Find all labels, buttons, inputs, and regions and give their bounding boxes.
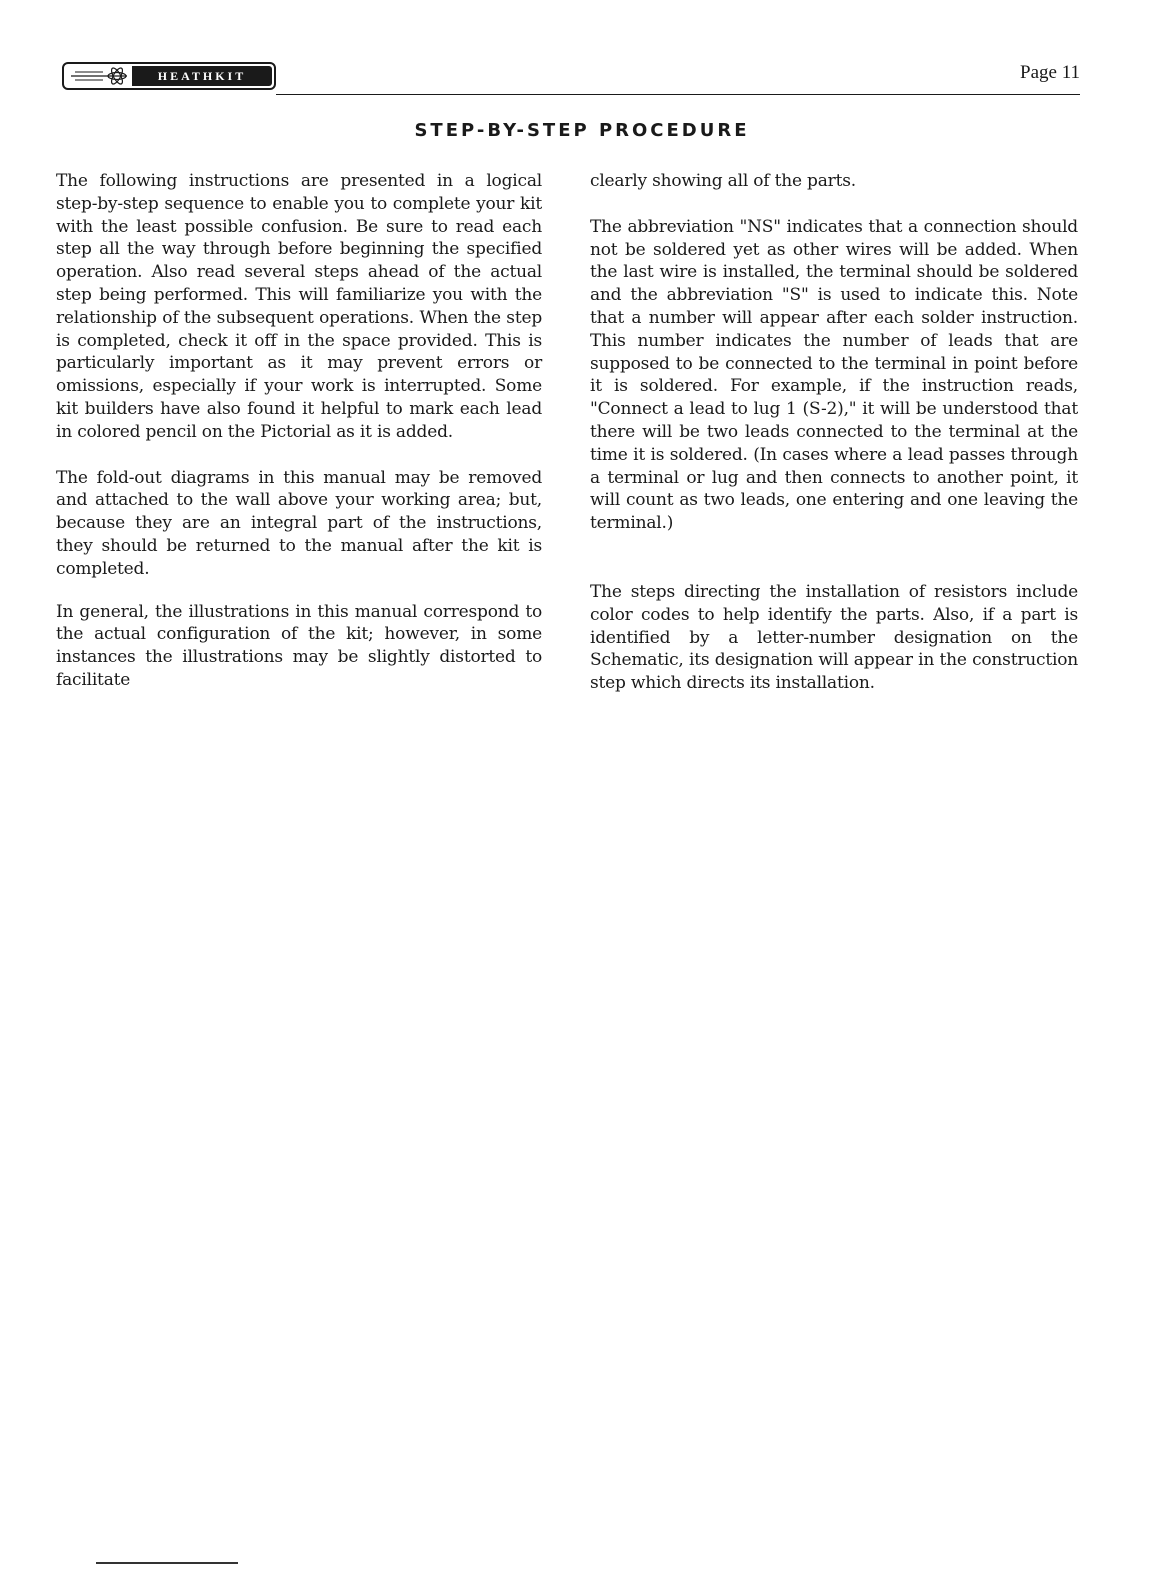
right-column bbox=[590, 170, 1078, 695]
paragraph-continuation: clearly showing all of the parts. bbox=[590, 171, 856, 191]
footer-rule bbox=[96, 1562, 238, 1564]
paragraph-fold-out-diagrams: The fold-out diagrams in this manual may be removed and attached to the wall above your working area; but, because they are an integral part of the instructions, they should be returned to the manual after the kit is completed. bbox=[56, 467, 542, 579]
page-number: Page 11 bbox=[1020, 62, 1080, 83]
header-rule bbox=[276, 94, 1080, 95]
atom-icon bbox=[66, 66, 132, 86]
page-header bbox=[62, 60, 1080, 100]
paragraph-abbreviations: The abbreviation "NS" indicates that a connection should not be soldered yet as other wires will be added. When the last wire is installed, the terminal should be soldered and the abbreviation "S" is used to indicate this. Note that a number will appear after each solder instruction. This number indicates the number of leads that are supposed to be connected to the terminal in point before it is soldered. For example, if the instruction reads, "Connect a lead to lug 1 (S-2)," it will be understood that there will be two leads connected to the terminal at the time it is soldered. (In cases where a lead passes through a terminal or lug and then connects to another point, it will count as two leads, one entering and one leaving the terminal.) bbox=[590, 216, 1078, 534]
heathkit-logo bbox=[62, 62, 276, 90]
left-column bbox=[56, 170, 542, 692]
paragraph-color-codes: The steps directing the installation of resistors include color codes to help identify the parts. Also, if a part is identified by a letter-number designation on the Schematic, its designation will appear in the construction step which directs its installation. bbox=[590, 581, 1078, 694]
logo-text: HEATHKIT bbox=[132, 66, 272, 86]
paragraph-illustrations: In general, the illustrations in this manual correspond to the actual configuration of the kit; however, in some instances the illustrations may be slightly distorted to facilitate bbox=[56, 601, 542, 690]
page-title: STEP-BY-STEP PROCEDURE bbox=[414, 120, 750, 141]
paragraph-instructions: The following instructions are presented in a logical step-by-step sequence to enable you to complete your kit with the least possible confusion. Be sure to read each step all the way through before beginning the specified operation. Also read several steps ahead of the actual step being performed. This will familiarize you with the relationship of the subsequent operations. When the step is completed, check it off in the space provided. This is particularly important as it may prevent errors or omissions, especially if your work is interrupted. Some kit builders have also found it helpful to mark each lead in colored pencil on the Pictorial as it is added. bbox=[56, 171, 542, 442]
